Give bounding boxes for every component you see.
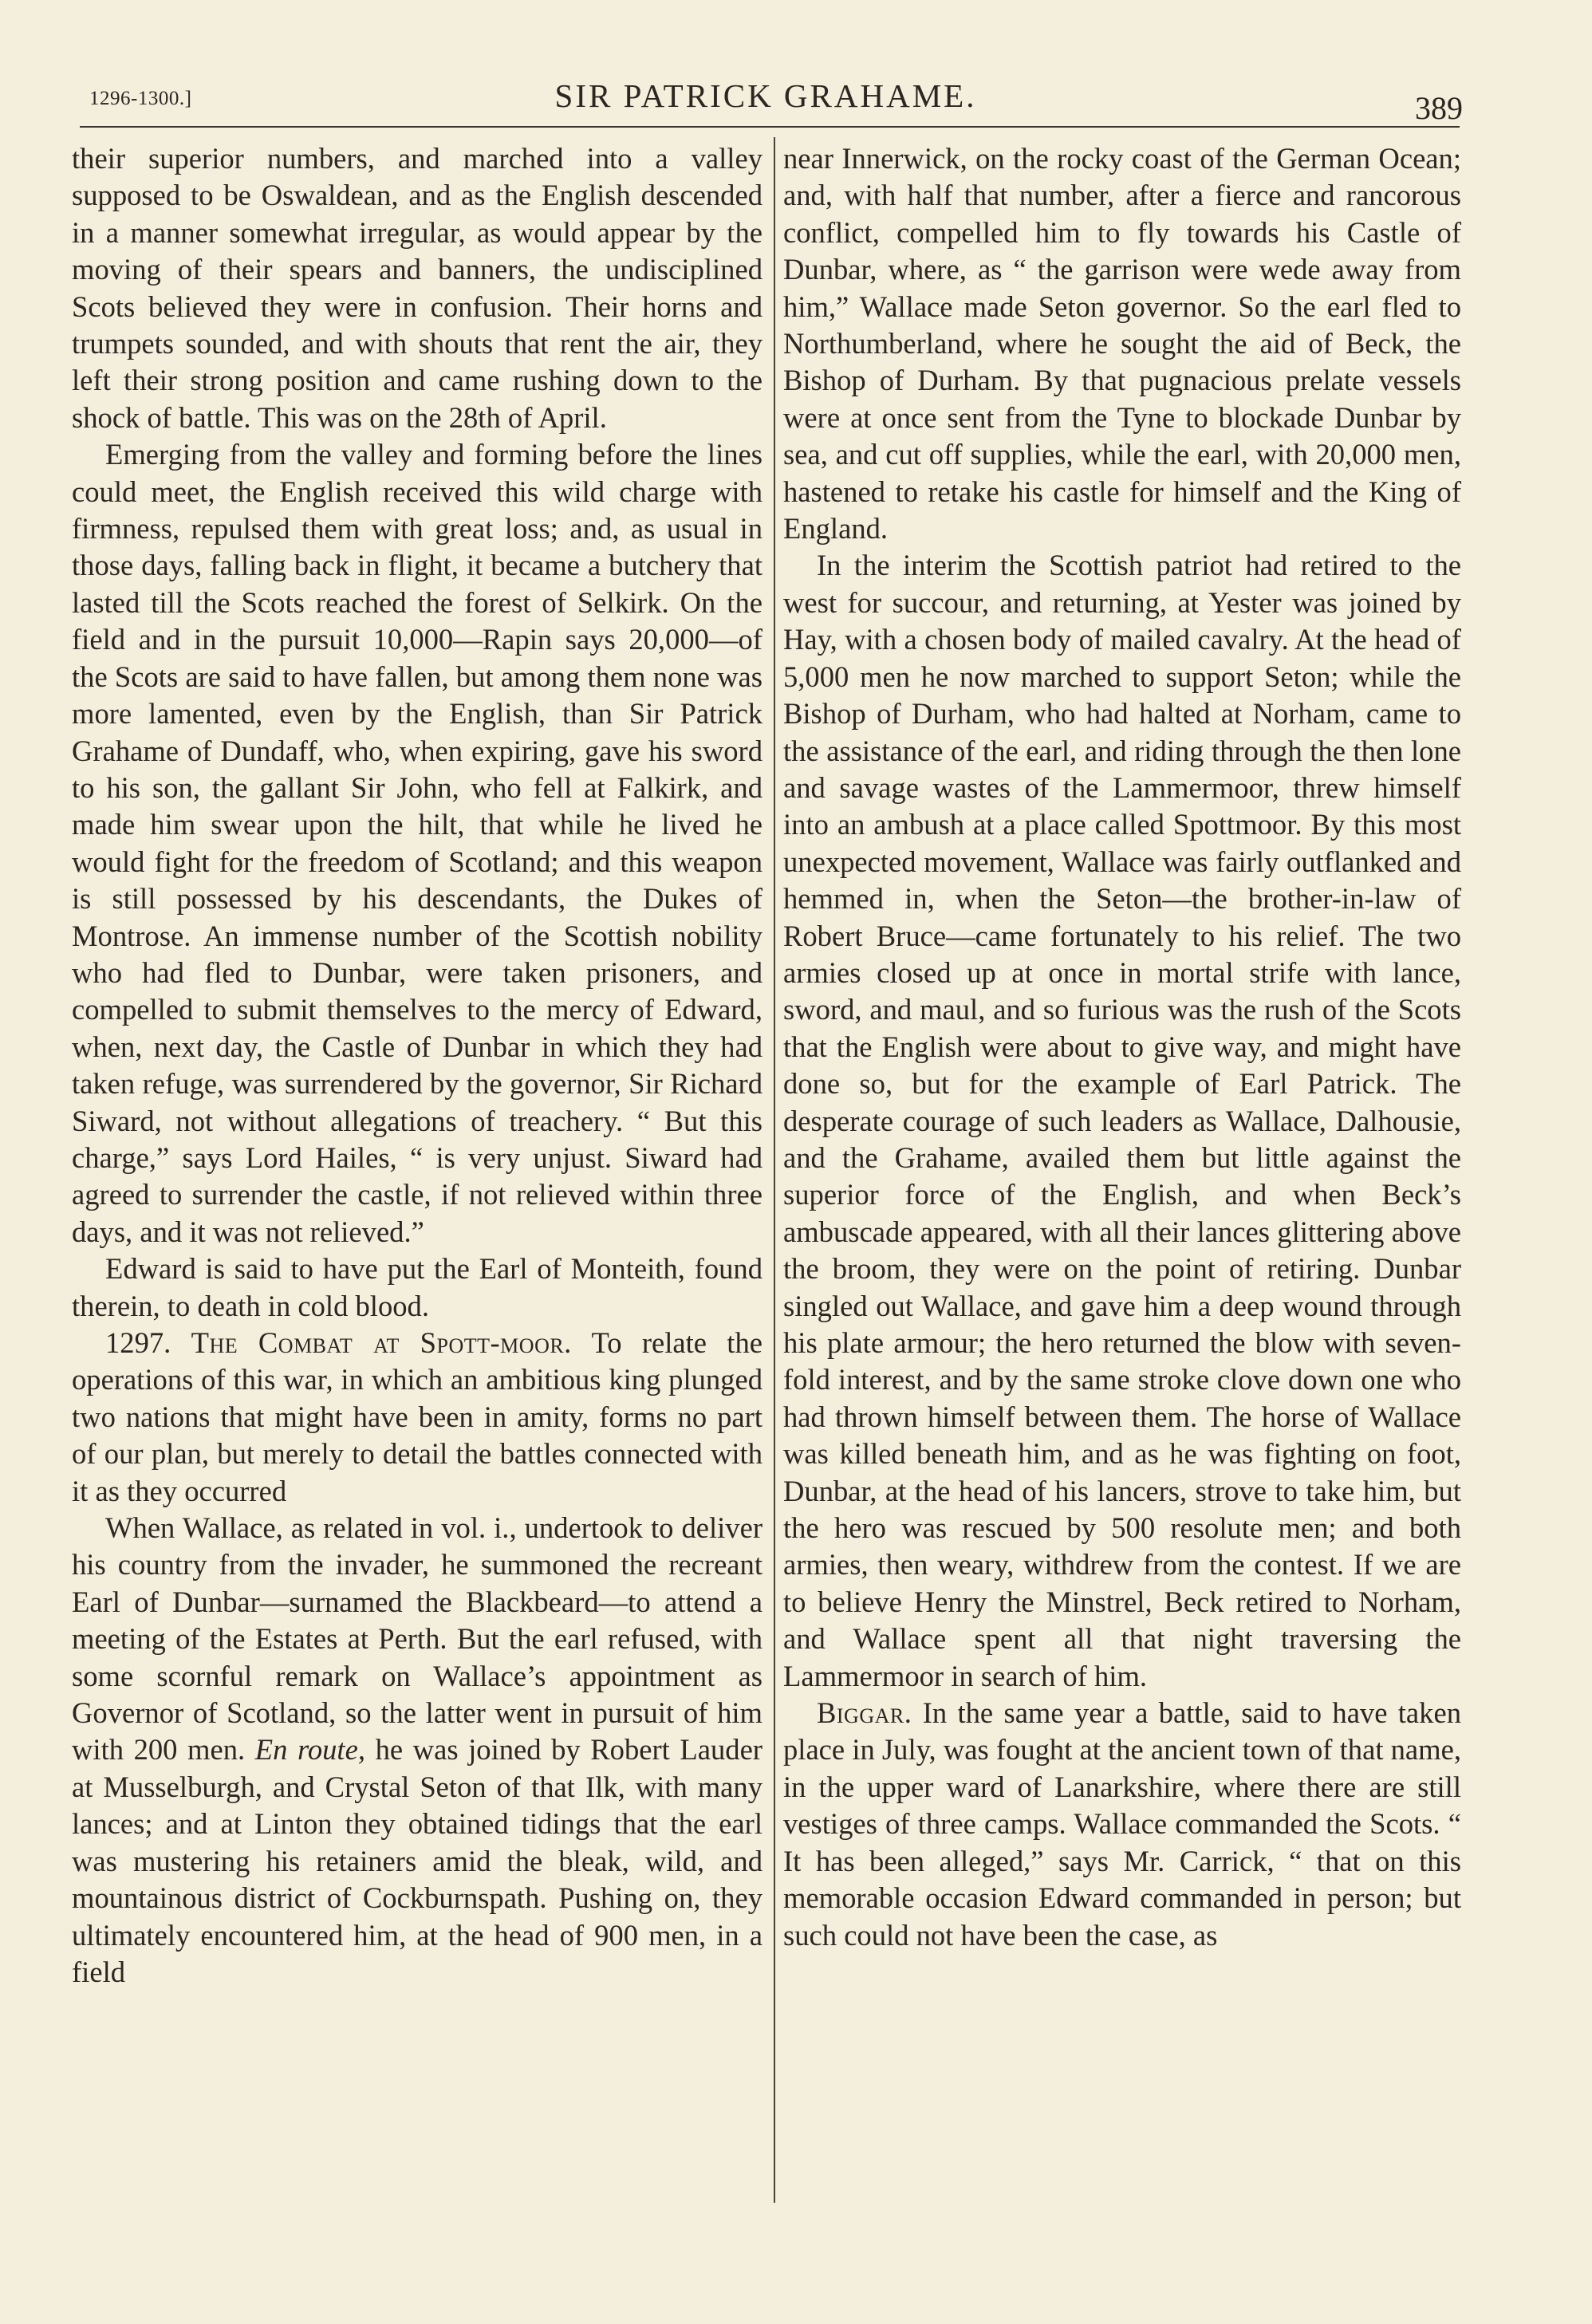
section-heading: The Combat at Spott-moor. bbox=[191, 1326, 572, 1359]
page-number: 389 bbox=[1415, 90, 1463, 126]
paragraph bbox=[72, 1510, 763, 1991]
header-rule bbox=[80, 126, 1460, 128]
header-date-range: 1296-1300.] bbox=[89, 88, 192, 109]
left-column bbox=[72, 140, 763, 1991]
italic-phrase: En route, bbox=[254, 1733, 365, 1767]
paragraph: In the interim the Scottish patriot had retired to the west for succour, and returning, at Yester was joined by Hay, with a chosen body of mailed cavalry. At the head of 5,000 men he now marched to support Seton; while the Bishop of Durham, who had halted at Norham, came to the assistance of the earl, and riding through the then lone and savage wastes of the Lammermoor, threw himself into an ambush at a place called Spottmoor. By this most unexpected movement, Wallace was fairly outflanked and hemmed in, when the Seton—the brother-in-law of Robert Bruce—came fortunately to his relief. The two armies closed up at once in mortal strife with lance, sword, and maul, and so furious was the rush of the Scots that the English were about to give way, and might have done so, but for the example of Earl Patrick. The desperate courage of such leaders as Wallace, Dalhousie, and the Grahame, availed them but little against the superior force of the English, and when Beck’s ambuscade appeared, with all their lances glittering above the broom, they were on the point of retiring. Dunbar singled out Wallace, and gave him a deep wound through his plate armour; the hero returned the blow with seven-fold interest, and by the same stroke clove down one who had thrown himself between them. The horse of Wallace was killed beneath him, and as he was fighting on foot, Dunbar, at the head of his lancers, strove to take him, but the hero was rescued by 500 resolute men; and both armies, then weary, withdrew from the contest. If we are to believe Henry the Minstrel, Beck retired to Norham, and Wallace spent all that night traversing the Lammermoor in search of him. bbox=[783, 549, 1461, 1692]
section-year: 1297. bbox=[105, 1326, 171, 1359]
paragraph-text: When Wallace, as related in vol. i., undertook to deliver his country from the invader, he summoned the recreant Earl of Dunbar—surnamed the Blackbeard—to attend a meeting of the Estates at Perth. But the earl refused, with some scornful remark on Wallace’s appointment as Governor of Scotland, so the latter went in pursuit of him with 200 men. bbox=[72, 1511, 763, 1767]
section-heading: Biggar. bbox=[817, 1696, 912, 1730]
paragraph: their superior numbers, and marched into a valley supposed to be Oswaldean, and as the English descended in a manner somewhat irregular, as would appear by the moving of their spears and banners, the undisciplined Scots believed they were in confusion. Their horns and trumpets sounded, and with shouts that rent the air, they left their strong position and came rushing down to the shock of battle. This was on the 28th of April. bbox=[72, 142, 763, 434]
paragraph: near Innerwick, on the rocky coast of the German Ocean; and, with half that number, after a fierce and rancorous conflict, compelled him to fly towards his Castle of Dunbar, where, as “ the garrison were wede away from him,” Wallace made Seton governor. So the earl fled to Northumberland, where he sought the aid of Beck, the Bishop of Durham. By that pugnacious prelate vessels were at once sent from the Tyne to blockade Dunbar by sea, and cut off supplies, while the earl, with 20,000 men, hastened to retake his castle for himself and the King of England. bbox=[783, 142, 1461, 546]
page-title: SIR PATRICK GRAHAME. bbox=[554, 77, 977, 114]
paragraph-text: he was joined by Robert Lauder at Musselburgh, and Crystal Seton of that Ilk, with many lances; and at Linton they obtained tidings that the earl was mustering his retainers amid the bleak, wild, and mountainous district of Cockburnspath. Pushing on, they ultimately encountered him, at the head of 900 men, in a field bbox=[72, 1733, 763, 1988]
paragraph: Edward is said to have put the Earl of Monteith, found therein, to death in cold blood. bbox=[72, 1252, 763, 1322]
section-spott-moor bbox=[72, 1325, 763, 1510]
paragraph-text: To relate the operations of this war, in which an ambitious king plunged two nations that might have been in amity, forms no part of our plan, but merely to detail the battles connected with it as they occurred bbox=[72, 1326, 763, 1507]
section-biggar bbox=[783, 1695, 1461, 1954]
column-divider bbox=[774, 137, 775, 2203]
right-column bbox=[783, 140, 1461, 1954]
paragraph-text: In the same year a battle, said to have taken place in July, was fought at the ancient town of that name, in the upper ward of Lanarkshire, where there are still vestiges of three camps. Wallace commanded the Scots. “ It has been alleged,” says Mr. Carrick, “ that on this memorable occasion Edward commanded in person; but such could not have been the case, as bbox=[783, 1696, 1461, 1952]
running-header bbox=[72, 77, 1463, 126]
paragraph: Emerging from the valley and forming before the lines could meet, the English received this wild charge with firmness, repulsed them with great loss; and, as usual in those days, falling back in flight, it became a butchery that lasted till the Scots reached the forest of Selkirk. On the field and in the pursuit 10,000—Rapin says 20,000—of the Scots are said to have fallen, but among them none was more lamented, even by the English, than Sir Patrick Grahame of Dundaff, who, when expiring, gave his sword to his son, the gallant Sir John, who fell at Falkirk, and made him swear upon the hilt, that while he lived he would fight for the freedom of Scotland; and this weapon is still possessed by his descendants, the Dukes of Montrose. An immense number of the Scottish nobility who had fled to Dunbar, were taken prisoners, and compelled to submit themselves to the mercy of Edward, when, next day, the Castle of Dunbar in which they had taken refuge, was surrendered by the governor, Sir Richard Siward, not without allegations of treachery. “ But this charge,” says Lord Hailes, “ is very unjust. Siward had agreed to surrender the castle, if not relieved within three days, and it was not relieved.” bbox=[72, 438, 763, 1248]
